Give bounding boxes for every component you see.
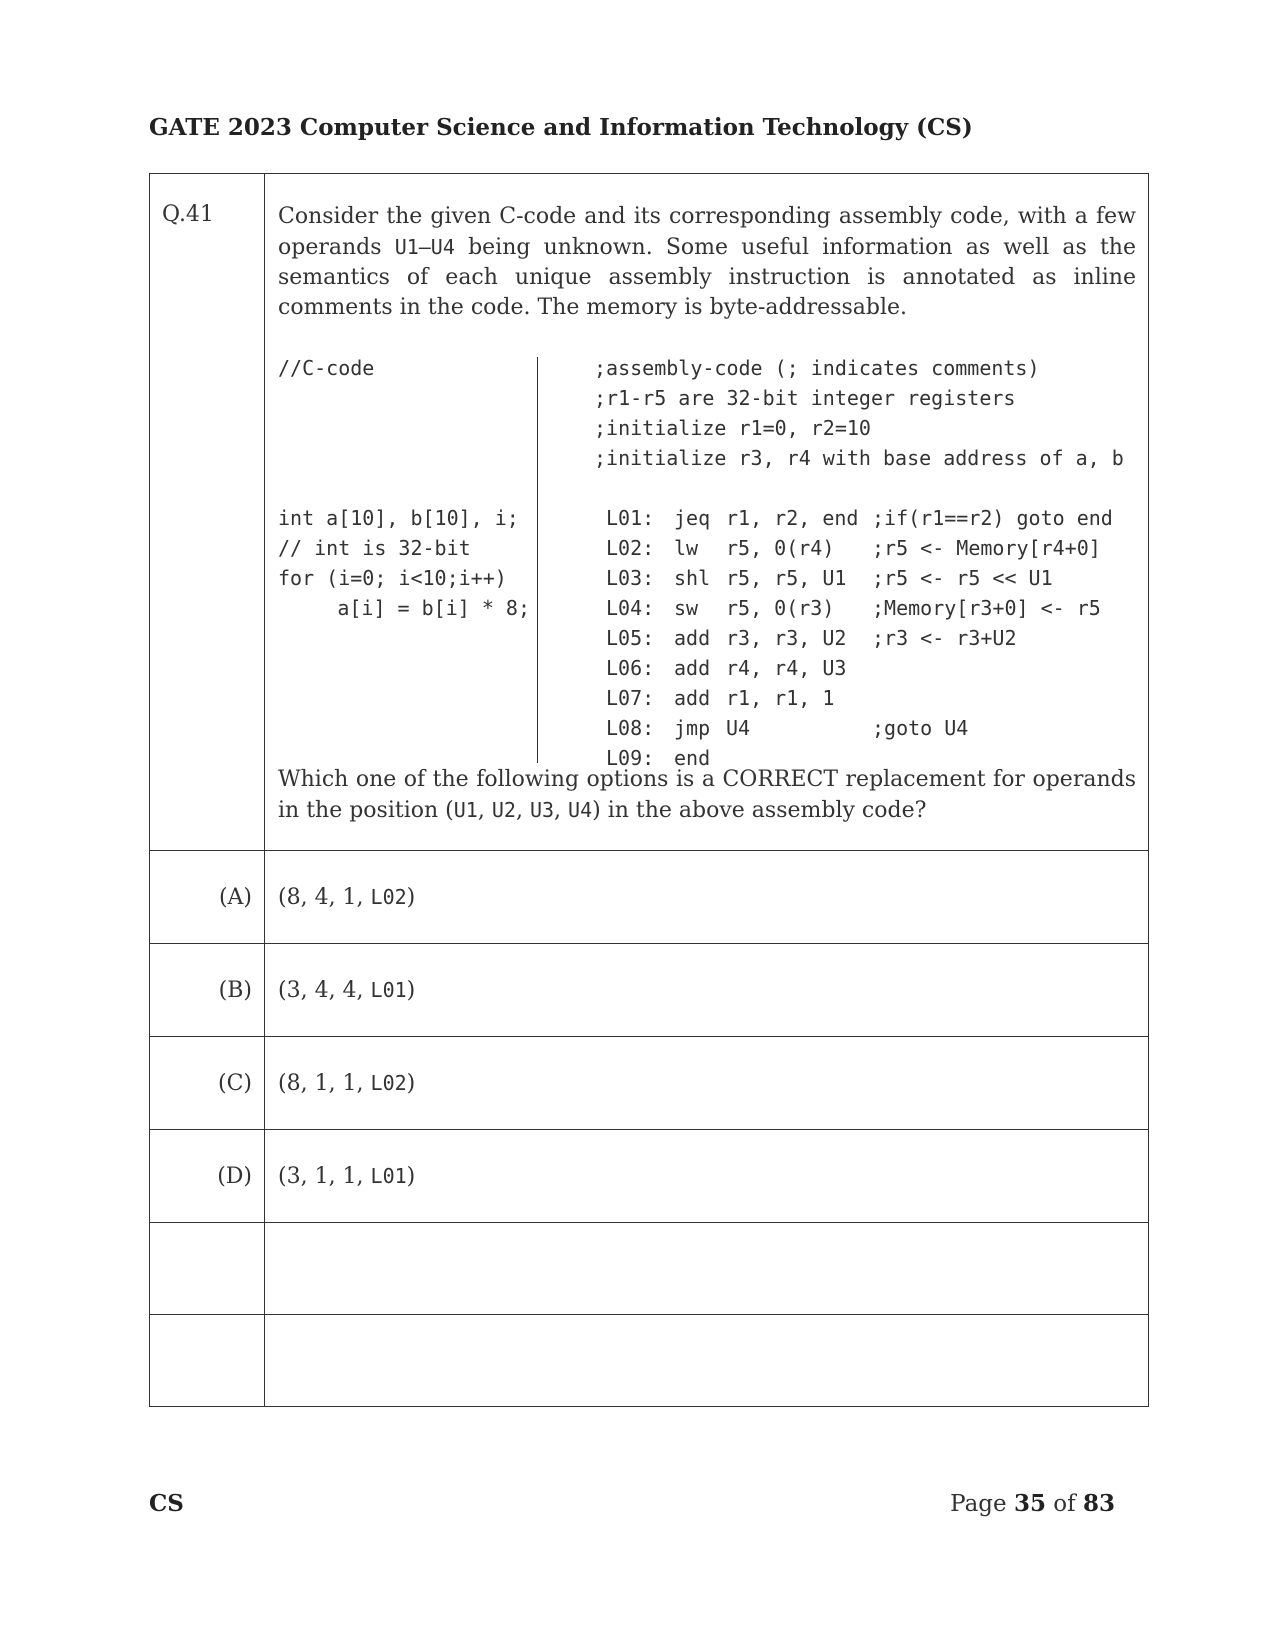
option-row-d[interactable] <box>150 1130 1149 1223</box>
asm-line: L08: jmp U4 ;goto U4 <box>606 716 969 740</box>
assembly-block <box>594 353 1124 773</box>
option-text: (8, 4, 1, L02) <box>265 851 1149 944</box>
asm-line: L06: add r4, r4, U3 <box>606 656 847 680</box>
question-body <box>265 174 1149 851</box>
option-row-b[interactable] <box>150 944 1149 1037</box>
option-row-a[interactable] <box>150 851 1149 944</box>
option-label: (B) <box>150 944 265 1037</box>
asm-line: L03: shl r5, r5, U1 ;r5 <- r5 << U1 <box>606 566 1053 590</box>
question-number: Q.41 <box>150 174 265 851</box>
page-header-title: GATE 2023 Computer Science and Information Technology (CS) <box>149 114 973 141</box>
intro-text-1: Consider the given C-code and its corresponding assembly code, with a few operands <box>278 204 1136 260</box>
option-text: (3, 1, 1, L01) <box>265 1130 1149 1223</box>
code-listing <box>278 353 1136 770</box>
c-code-line-3: for (i=0; i<10;i++) <box>278 566 507 590</box>
c-code-block <box>278 353 530 623</box>
code-divider <box>537 357 538 763</box>
asm-header-3: ;initialize r1=0, r2=10 <box>594 416 871 440</box>
empty-row <box>150 1315 1149 1407</box>
asm-line: L07: add r1, r1, 1 <box>606 686 835 710</box>
option-label: (D) <box>150 1130 265 1223</box>
asm-line: L01: jeq r1, r2, end ;if(r1==r2) goto end <box>606 506 1113 530</box>
question-intro <box>278 202 1136 323</box>
option-row-c[interactable] <box>150 1037 1149 1130</box>
asm-line: L05: add r3, r3, U2 ;r3 <- r3+U2 <box>606 626 1017 650</box>
option-text: (8, 1, 1, L02) <box>265 1037 1149 1130</box>
asm-line: L02: lw r5, 0(r4) ;r5 <- Memory[r4+0] <box>606 536 1101 560</box>
c-code-line-1: int a[10], b[10], i; <box>278 506 519 530</box>
question-row <box>150 174 1149 851</box>
intro-text-2: being unknown. Some useful information as well as the semantics of each unique assembly instruction is annotated as inline comments in the code. The memory is byte-addressable. <box>278 235 1136 320</box>
footer-page-number: Page 35 of 83 <box>950 1490 1115 1517</box>
asm-line: L09: end <box>606 746 711 770</box>
option-label: (A) <box>150 851 265 944</box>
footer-paper-code: CS <box>149 1490 184 1517</box>
option-text: (3, 4, 4, L01) <box>265 944 1149 1037</box>
empty-row <box>150 1223 1149 1315</box>
option-label: (C) <box>150 1037 265 1130</box>
intro-operands: U1–U4 <box>394 235 455 259</box>
asm-header-1: ;assembly-code (; indicates comments) <box>594 356 1040 380</box>
asm-line: L04: sw r5, 0(r3) ;Memory[r3+0] <- r5 <box>606 596 1101 620</box>
question-prompt: Which one of the following options is a CORRECT replacement for operands in the position (U1, U2, U3, U4) in the above assembly code? <box>278 767 1136 823</box>
c-code-line-4: a[i] = b[i] * 8; <box>337 596 530 620</box>
question-table <box>149 173 1149 1407</box>
c-code-comment: //C-code <box>278 356 375 380</box>
c-code-line-2: // int is 32-bit <box>278 536 471 560</box>
asm-header-2: ;r1-r5 are 32-bit integer registers <box>594 386 1016 410</box>
asm-header-4: ;initialize r3, r4 with base address of a, b <box>594 446 1124 470</box>
